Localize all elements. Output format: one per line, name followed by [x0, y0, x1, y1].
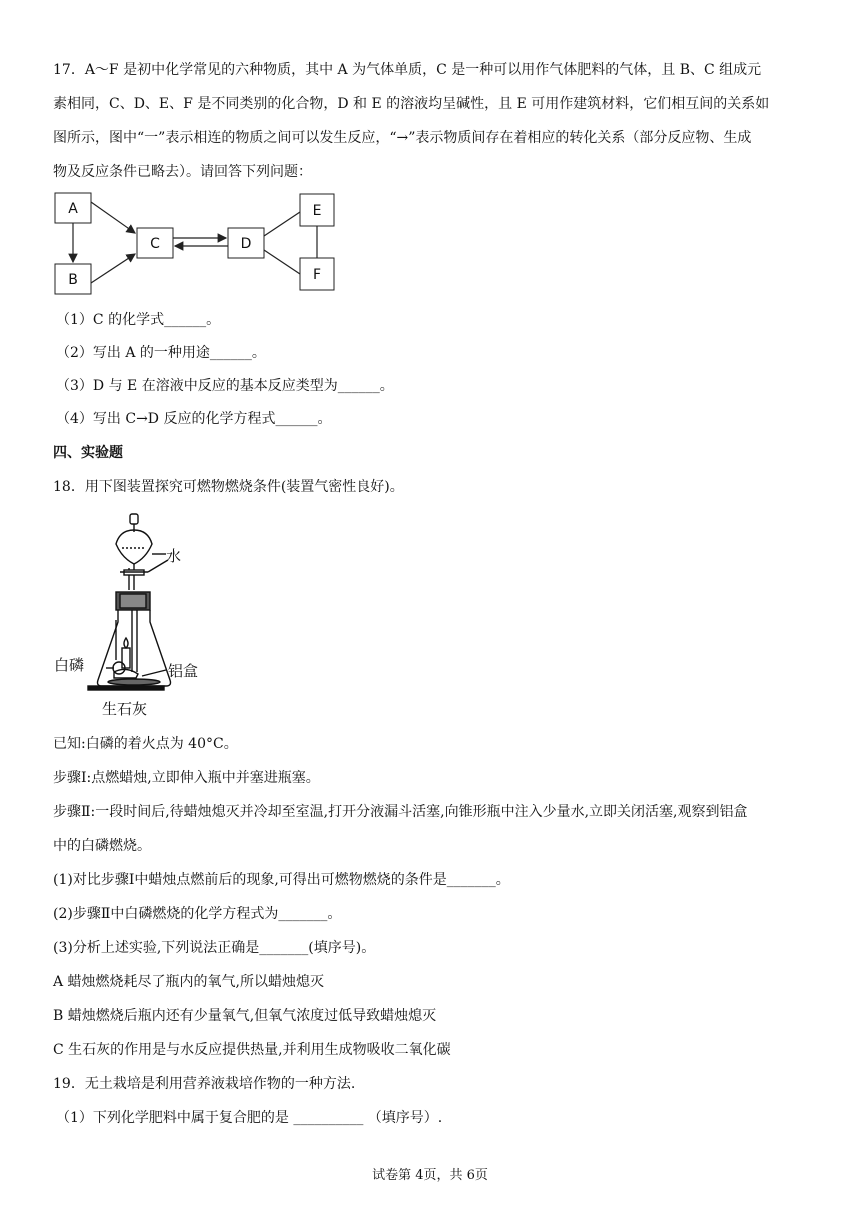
q17-relation-diagram — [50, 188, 350, 298]
q17-text-line-1: 17．A～F 是初中化学常见的六种物质，其中 A 为气体单质，C 是一种可以用作气体肥料的气体，且 B、C 组成元 — [53, 62, 762, 78]
q18-sub-1: (1)对比步骤Ⅰ中蜡烛点燃前后的现象,可得出可燃物燃烧的条件是_______。 — [53, 872, 510, 888]
link-d-f — [264, 250, 300, 274]
q18-sub-2: (2)步骤Ⅱ中白磷燃烧的化学方程式为_______。 — [53, 906, 342, 922]
q17-text-line-3: 图所示，图中“一”表示相连的物质之间可以发生反应，“→”表示物质间存在着相应的转化关系（部分反应物、生成 — [53, 130, 752, 146]
q17-sub-4: （4）写出 C→D 反应的化学方程式______。 — [56, 411, 332, 427]
q18-step-2-line-1: 步骤Ⅱ:一段时间后,待蜡烛熄灭并冷却至室温,打开分液漏斗活塞,向锥形瓶中注入少量水,立即关闭活塞,观察到铝盒 — [53, 804, 748, 820]
q19-sub-1: （1）下列化学肥料中属于复合肥的是 __________ （填序号）. — [56, 1110, 443, 1126]
q18-step-1: 步骤Ⅰ:点燃蜡烛,立即伸入瓶中并塞进瓶塞。 — [53, 770, 320, 786]
link-d-e — [264, 212, 300, 236]
label-d: D — [240, 236, 252, 252]
q17-sub-1: （1）C 的化学式______。 — [56, 312, 221, 328]
q18-step-2-line-2: 中的白磷燃烧。 — [53, 838, 151, 854]
label-e: E — [312, 203, 322, 219]
q17-sub-2: （2）写出 A 的一种用途______。 — [56, 345, 266, 361]
q17-sub-3: （3）D 与 E 在溶液中反应的基本反应类型为______。 — [56, 378, 394, 394]
label-white-phosphorus: 白磷 — [54, 656, 85, 674]
label-c: C — [150, 236, 160, 252]
label-a: A — [68, 201, 78, 217]
page-footer: 试卷第 4页，共 6页 — [372, 1168, 488, 1183]
q18-sub-3: (3)分析上述实验,下列说法正确是_______(填序号)。 — [53, 940, 376, 956]
label-al-box: 铝盒 — [168, 662, 199, 680]
q18-apparatus-figure — [50, 510, 210, 720]
q18-known: 已知:白磷的着火点为 40°C。 — [53, 736, 238, 752]
label-quicklime: 生石灰 — [102, 700, 148, 718]
q18-title: 18．用下图装置探究可燃物燃烧条件(装置气密性良好)。 — [53, 479, 404, 495]
arrow-b-to-c — [91, 254, 135, 283]
q18-option-b: B 蜡烛燃烧后瓶内还有少量氧气,但氧气浓度过低导致蜡烛熄灭 — [53, 1008, 437, 1024]
arrow-a-to-c — [91, 202, 135, 233]
q17-text-line-4: 物及反应条件已略去）。请回答下列问题： — [53, 164, 312, 180]
label-f: F — [312, 267, 322, 283]
label-b: B — [68, 272, 78, 288]
q17-text-line-2: 素相同，C、D、E、F 是不同类别的化合物，D 和 E 的溶液均呈碱性，且 E 可用作建筑材料，它们相互间的关系如 — [53, 96, 770, 112]
q19-title: 19．无土栽培是利用营养液栽培作物的一种方法. — [53, 1076, 356, 1092]
q18-option-c: C 生石灰的作用是与水反应提供热量,并利用生成物吸收二氧化碳 — [53, 1042, 451, 1058]
section-heading: 四、实验题 — [53, 445, 123, 461]
q18-option-a: A 蜡烛燃烧耗尽了瓶内的氧气,所以蜡烛熄灭 — [53, 974, 325, 990]
label-water: 水 — [166, 547, 182, 565]
